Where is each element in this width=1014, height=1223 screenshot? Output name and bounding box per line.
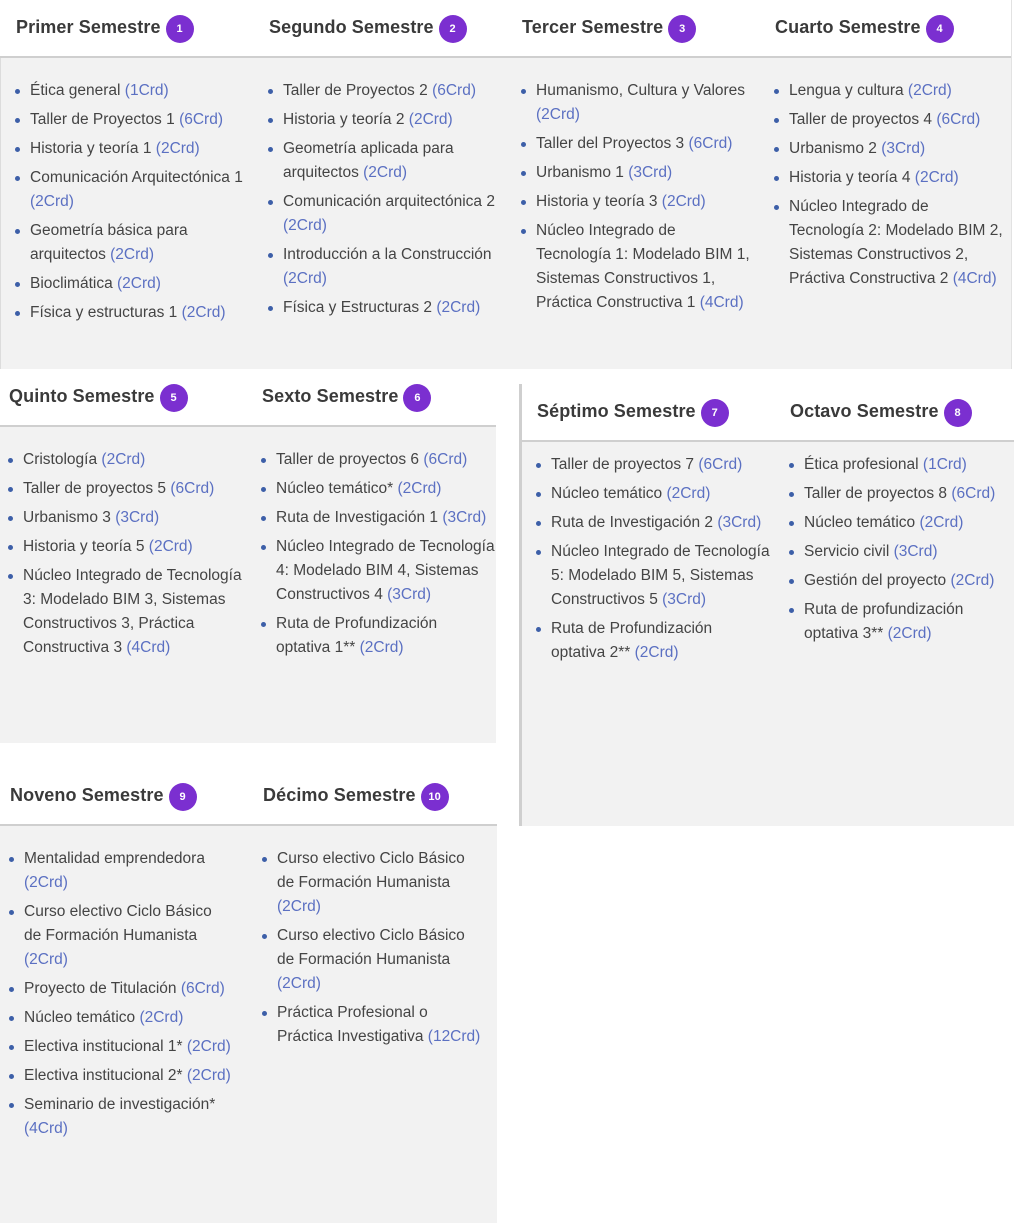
semester-number-badge: 1: [166, 15, 194, 43]
course-item: Núcleo Integrado de Tecnología 2: Modelado BIM 2, Sistemas Constructivos 2, Práctiva Constructiva 2 (4Crd): [772, 195, 1007, 291]
semesters-9-10-block: [0, 768, 497, 1223]
semester-number-badge: 4: [926, 15, 954, 43]
semester-title-text: Cuarto Semestre: [775, 16, 921, 37]
course-list: [534, 453, 770, 670]
course-list: [13, 79, 243, 330]
semester-number-badge: 8: [944, 399, 972, 427]
course-item: Introducción a la Construcción (2Crd): [266, 243, 498, 291]
course-item: Cristología (2Crd): [6, 448, 242, 472]
semester-number-badge: 5: [160, 384, 188, 412]
course-item: Núcleo Integrado de Tecnología 1: Modelado BIM 1, Sistemas Constructivos 1, Práctica Constructiva 1 (4Crd): [519, 219, 751, 315]
semesters-1-4-block: [0, 0, 1012, 369]
course-item: Curso electivo Ciclo Básico de Formación Humanista (2Crd): [7, 900, 232, 972]
course-item: Taller del Proyectos 3 (6Crd): [519, 132, 751, 156]
course-item: Núcleo temático (2Crd): [534, 482, 770, 506]
semester-title-text: Quinto Semestre: [9, 385, 155, 406]
course-item: Ruta de Investigación 2 (3Crd): [534, 511, 770, 535]
semester-title: [16, 13, 194, 41]
course-item: Ruta de Investigación 1 (3Crd): [259, 506, 495, 530]
course-item: Taller de proyectos 7 (6Crd): [534, 453, 770, 477]
course-item: Mentalidad emprendedora (2Crd): [7, 847, 232, 895]
course-item: Electiva institucional 2* (2Crd): [7, 1064, 232, 1088]
semester-title: [775, 13, 954, 41]
semester-title: [269, 13, 467, 41]
course-list: [266, 79, 498, 325]
course-item: Ética general (1Crd): [13, 79, 243, 103]
semester-title: [522, 13, 696, 41]
course-item: Práctica Profesional o Práctica Investigativa (12Crd): [260, 1001, 485, 1049]
course-item: Taller de proyectos 8 (6Crd): [787, 482, 1014, 506]
course-item: Ruta de Profundización optativa 2** (2Crd): [534, 617, 770, 665]
course-item: Taller de Proyectos 1 (6Crd): [13, 108, 243, 132]
semester-title-text: Noveno Semestre: [10, 784, 164, 805]
semester-number-badge: 10: [421, 783, 449, 811]
semester-title: [790, 397, 972, 425]
course-item: Taller de Proyectos 2 (6Crd): [266, 79, 498, 103]
course-item: Taller de proyectos 5 (6Crd): [6, 477, 242, 501]
semester-title-text: Octavo Semestre: [790, 400, 939, 421]
course-item: Núcleo Integrado de Tecnología 3: Modelado BIM 3, Sistemas Constructivos 3, Práctica Constructiva 3 (4Crd): [6, 564, 242, 660]
course-item: Seminario de investigación* (4Crd): [7, 1093, 232, 1141]
course-item: Núcleo Integrado de Tecnología 4: Modelado BIM 4, Sistemas Constructivos 4 (3Crd): [259, 535, 495, 607]
semester-title-text: Primer Semestre: [16, 16, 161, 37]
course-item: Ética profesional (1Crd): [787, 453, 1014, 477]
course-item: Ruta de Profundización optativa 1** (2Crd): [259, 612, 495, 660]
course-list: [260, 847, 485, 1054]
course-item: Núcleo temático (2Crd): [787, 511, 1014, 535]
course-item: Núcleo temático (2Crd): [7, 1006, 232, 1030]
course-list: [6, 448, 242, 665]
semester-title-text: Segundo Semestre: [269, 16, 434, 37]
course-list: [519, 79, 751, 320]
semesters-5-6-block: [0, 369, 496, 743]
course-item: Gestión del proyecto (2Crd): [787, 569, 1014, 593]
semester-title: [9, 382, 188, 410]
course-item: Núcleo temático* (2Crd): [259, 477, 495, 501]
semester-title: [263, 781, 449, 809]
semester-title-text: Décimo Semestre: [263, 784, 416, 805]
course-list: [787, 453, 1014, 651]
course-item: Urbanismo 1 (3Crd): [519, 161, 751, 185]
course-item: Bioclimática (2Crd): [13, 272, 243, 296]
semester-number-badge: 9: [169, 783, 197, 811]
block-edge: [1011, 0, 1012, 369]
semester-title: [537, 397, 729, 425]
semester-title-text: Sexto Semestre: [262, 385, 399, 406]
semester-number-badge: 6: [403, 384, 431, 412]
course-item: Urbanismo 3 (3Crd): [6, 506, 242, 530]
course-item: Geometría básica para arquitectos (2Crd): [13, 219, 243, 267]
course-item: Física y estructuras 1 (2Crd): [13, 301, 243, 325]
course-item: Comunicación arquitectónica 2 (2Crd): [266, 190, 498, 238]
course-item: Geometría aplicada para arquitectos (2Crd): [266, 137, 498, 185]
semester-title-text: Tercer Semestre: [522, 16, 664, 37]
course-list: [259, 448, 495, 665]
course-item: Historia y teoría 4 (2Crd): [772, 166, 1007, 190]
semester-title: [10, 781, 197, 809]
course-item: Urbanismo 2 (3Crd): [772, 137, 1007, 161]
course-item: Electiva institucional 1* (2Crd): [7, 1035, 232, 1059]
course-item: Núcleo Integrado de Tecnología 5: Modelado BIM 5, Sistemas Constructivos 5 (3Crd): [534, 540, 770, 612]
course-item: Historia y teoría 1 (2Crd): [13, 137, 243, 161]
course-item: Física y Estructuras 2 (2Crd): [266, 296, 498, 320]
semester-number-badge: 7: [701, 399, 729, 427]
course-item: Taller de proyectos 6 (6Crd): [259, 448, 495, 472]
course-item: Curso electivo Ciclo Básico de Formación Humanista (2Crd): [260, 847, 485, 919]
course-list: [7, 847, 232, 1146]
semester-title-text: Séptimo Semestre: [537, 400, 696, 421]
block-left-border: [519, 384, 522, 826]
course-item: Taller de proyectos 4 (6Crd): [772, 108, 1007, 132]
course-list: [772, 79, 1007, 296]
semester-title: [262, 382, 431, 410]
course-item: Historia y teoría 2 (2Crd): [266, 108, 498, 132]
course-item: Historia y teoría 5 (2Crd): [6, 535, 242, 559]
course-item: Curso electivo Ciclo Básico de Formación Humanista (2Crd): [260, 924, 485, 996]
semesters-7-8-block: [519, 384, 1014, 826]
course-item: Historia y teoría 3 (2Crd): [519, 190, 751, 214]
course-item: Comunicación Arquitectónica 1 (2Crd): [13, 166, 243, 214]
semester-number-badge: 2: [439, 15, 467, 43]
course-item: Humanismo, Cultura y Valores (2Crd): [519, 79, 751, 127]
semester-number-badge: 3: [668, 15, 696, 43]
course-item: Proyecto de Titulación (6Crd): [7, 977, 232, 1001]
course-item: Ruta de profundización optativa 3** (2Crd): [787, 598, 1014, 646]
course-item: Lengua y cultura (2Crd): [772, 79, 1007, 103]
course-item: Servicio civil (3Crd): [787, 540, 1014, 564]
